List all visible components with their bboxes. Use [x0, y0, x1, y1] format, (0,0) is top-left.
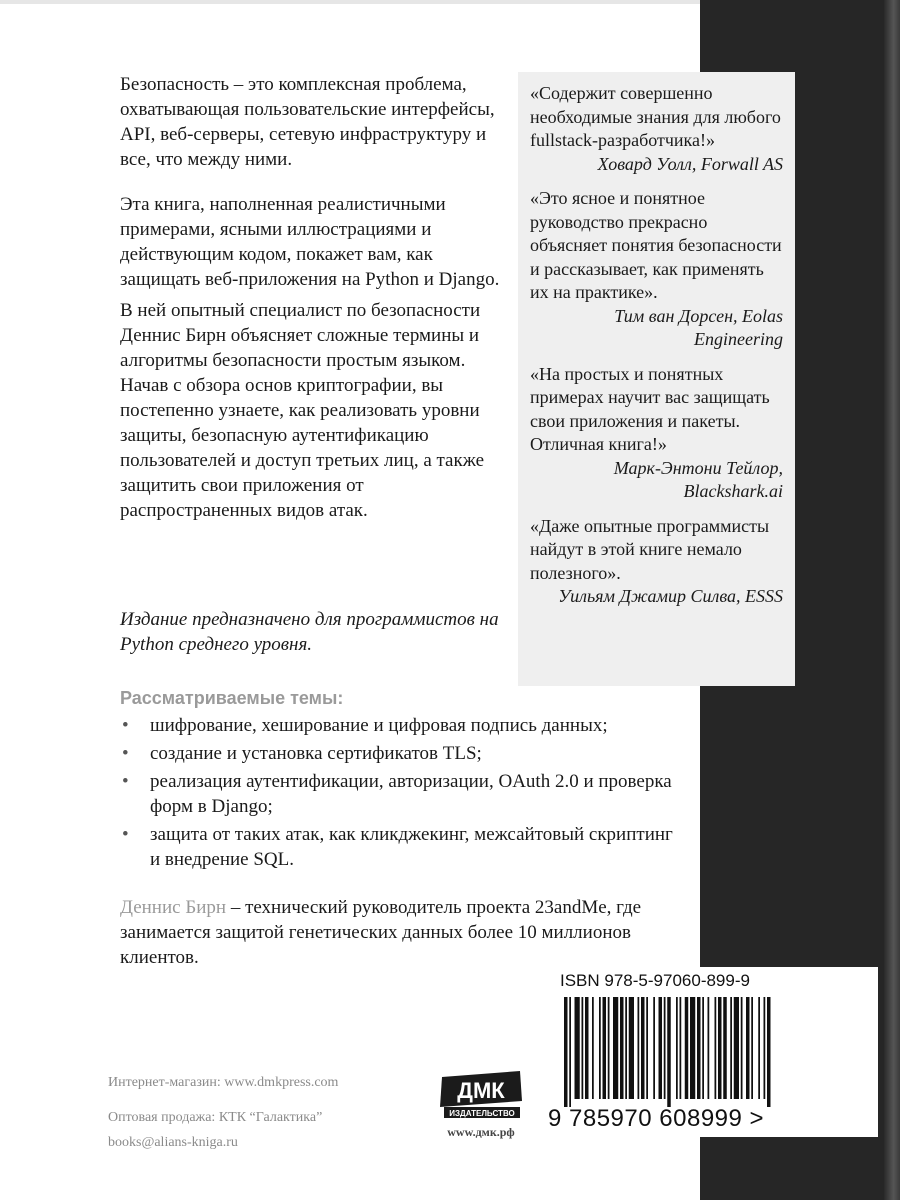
barcode-icon	[560, 997, 860, 1107]
barcode-bar	[758, 997, 760, 1099]
audience-note: Издание предназначено для программистов на Python среднего уровня.	[120, 609, 499, 655]
wholesale-info: Оптовая продажа: КТК “Галактика”	[108, 1110, 323, 1125]
barcode-bar	[575, 997, 580, 1099]
testimonial-text: «Даже опытные программисты найдут в этой книге немало полезного».	[530, 515, 770, 583]
isbn-block	[548, 967, 878, 1137]
testimonial-text: «Это ясное и понятное руководство прекрасно объясняет понятия безопасности и рассказывает, как применять их на практике».	[530, 188, 782, 302]
barcode-bar	[718, 997, 722, 1099]
isbn-label: ISBN 978-5-97060-899-9	[560, 971, 750, 990]
barcode-bar	[730, 997, 732, 1099]
author-description: – технический руководитель проекта 23andMe, где занимается защитой генетических данных более 10 миллионов клиентов.	[120, 897, 642, 968]
topic-item: • шифрование, хеширование и цифровая подпись данных;	[120, 713, 680, 738]
barcode-bar	[690, 997, 695, 1099]
barcode-bar	[569, 997, 571, 1107]
contact-email: books@alians-kniga.ru	[108, 1135, 238, 1150]
topics-title: Рассматриваемые темы:	[120, 688, 344, 708]
testimonial	[530, 363, 783, 504]
testimonial-text: «Содержит совершенно необходимые знания для любого fullstack-разработчика!»	[530, 83, 781, 150]
barcode-bar	[764, 997, 766, 1099]
barcode-digits: 9 785970 608999 >	[548, 1105, 765, 1132]
dmk-logo-icon	[436, 1067, 526, 1123]
testimonials-box	[518, 72, 795, 686]
barcode-bar	[702, 997, 704, 1099]
barcode-bar	[653, 997, 655, 1099]
barcode-bar	[659, 997, 663, 1099]
barcode-bar	[599, 997, 601, 1099]
topic-item: • создание и установка сертификатов TLS;	[120, 741, 680, 766]
testimonial	[530, 515, 783, 609]
topics-list	[120, 713, 680, 872]
logo-subtext: ИЗДАТЕЛЬСТВО	[449, 1109, 515, 1118]
barcode-bar	[603, 997, 607, 1099]
testimonial-author: Уильям Джамир Силва, ESSS	[558, 586, 783, 606]
author-bio	[120, 895, 700, 970]
barcode-bar	[708, 997, 710, 1099]
testimonial	[530, 187, 783, 352]
barcode-bar	[664, 997, 666, 1099]
barcode-bar	[592, 997, 594, 1099]
barcode-bar	[608, 997, 610, 1099]
testimonial	[530, 82, 783, 176]
author-name: Деннис Бирн	[120, 897, 227, 918]
barcode-bar	[767, 997, 771, 1107]
barcode-bar	[638, 997, 640, 1099]
publisher-url: www.дмк.рф	[447, 1125, 515, 1139]
barcode-bar	[646, 997, 648, 1099]
topics-section	[120, 686, 680, 875]
barcode-bar	[620, 997, 624, 1099]
barcode-bar	[676, 997, 678, 1099]
barcode-bar	[629, 997, 634, 1099]
barcode-bar	[697, 997, 701, 1099]
topic-item: • реализация аутентификации, авторизации, OAuth 2.0 и проверка форм в Django;	[120, 769, 680, 819]
logo-text: ДМК	[457, 1078, 505, 1103]
barcode-bar	[667, 997, 671, 1107]
barcode-bar	[723, 997, 727, 1099]
intro-text	[120, 72, 510, 543]
testimonial-author: Тим ван Дорсен, Eolas Engineering	[614, 305, 783, 349]
barcode-bar	[564, 997, 568, 1107]
barcode-bar	[685, 997, 689, 1099]
barcode-bar	[741, 997, 743, 1099]
topic-item: • защита от таких атак, как кликджекинг, межсайтовый скриптинг и внедрение SQL.	[120, 822, 680, 872]
barcode-bar	[734, 997, 739, 1099]
barcode-bar	[625, 997, 627, 1099]
intro-paragraph-2: Эта книга, наполненная реалистичными примерами, ясными иллюстрациями и действующим кодом, покажет вам, как защищать веб-приложения на Python и Django.	[120, 194, 500, 290]
barcode-bar	[641, 997, 645, 1099]
intro-paragraph-1: Безопасность – это комплексная проблема, охватывающая пользовательские интерфейсы, API, веб-серверы, сетевую инфраструктуру и все, что между ними.	[120, 74, 495, 170]
contacts	[108, 1072, 408, 1157]
intro-paragraph-3: В ней опытный специалист по безопасности Деннис Бирн объясняет сложные термины и алгоритмы безопасности простым языком. Начав с обзора основ криптографии, вы постепенно узнаете, как реализовать уровни защиты, безопасную аутентификацию пользователей и доступ третьих лиц, а также защитить свои приложения от распространенных видов атак.	[120, 300, 485, 521]
shop-link: Интернет-магазин: www.dmkpress.com	[108, 1075, 339, 1090]
publisher-logo	[436, 1067, 526, 1139]
barcode-bar	[751, 997, 753, 1099]
spine-edge	[884, 0, 900, 1200]
barcode-bar	[715, 997, 717, 1099]
barcode-bar	[585, 997, 589, 1099]
testimonial-text: «На простых и понятных примерах научит вас защищать свои приложения и пакеты. Отличная книга!»	[530, 363, 770, 454]
testimonial-author: Ховард Уолл, Forwall AS	[597, 153, 783, 174]
barcode-bar	[680, 997, 682, 1099]
barcode-bar	[613, 997, 618, 1099]
barcode-bar	[582, 997, 584, 1099]
testimonial-author: Марк-Энтони Тейлор, Blackshark.ai	[613, 457, 783, 501]
barcode-bar	[746, 997, 750, 1099]
